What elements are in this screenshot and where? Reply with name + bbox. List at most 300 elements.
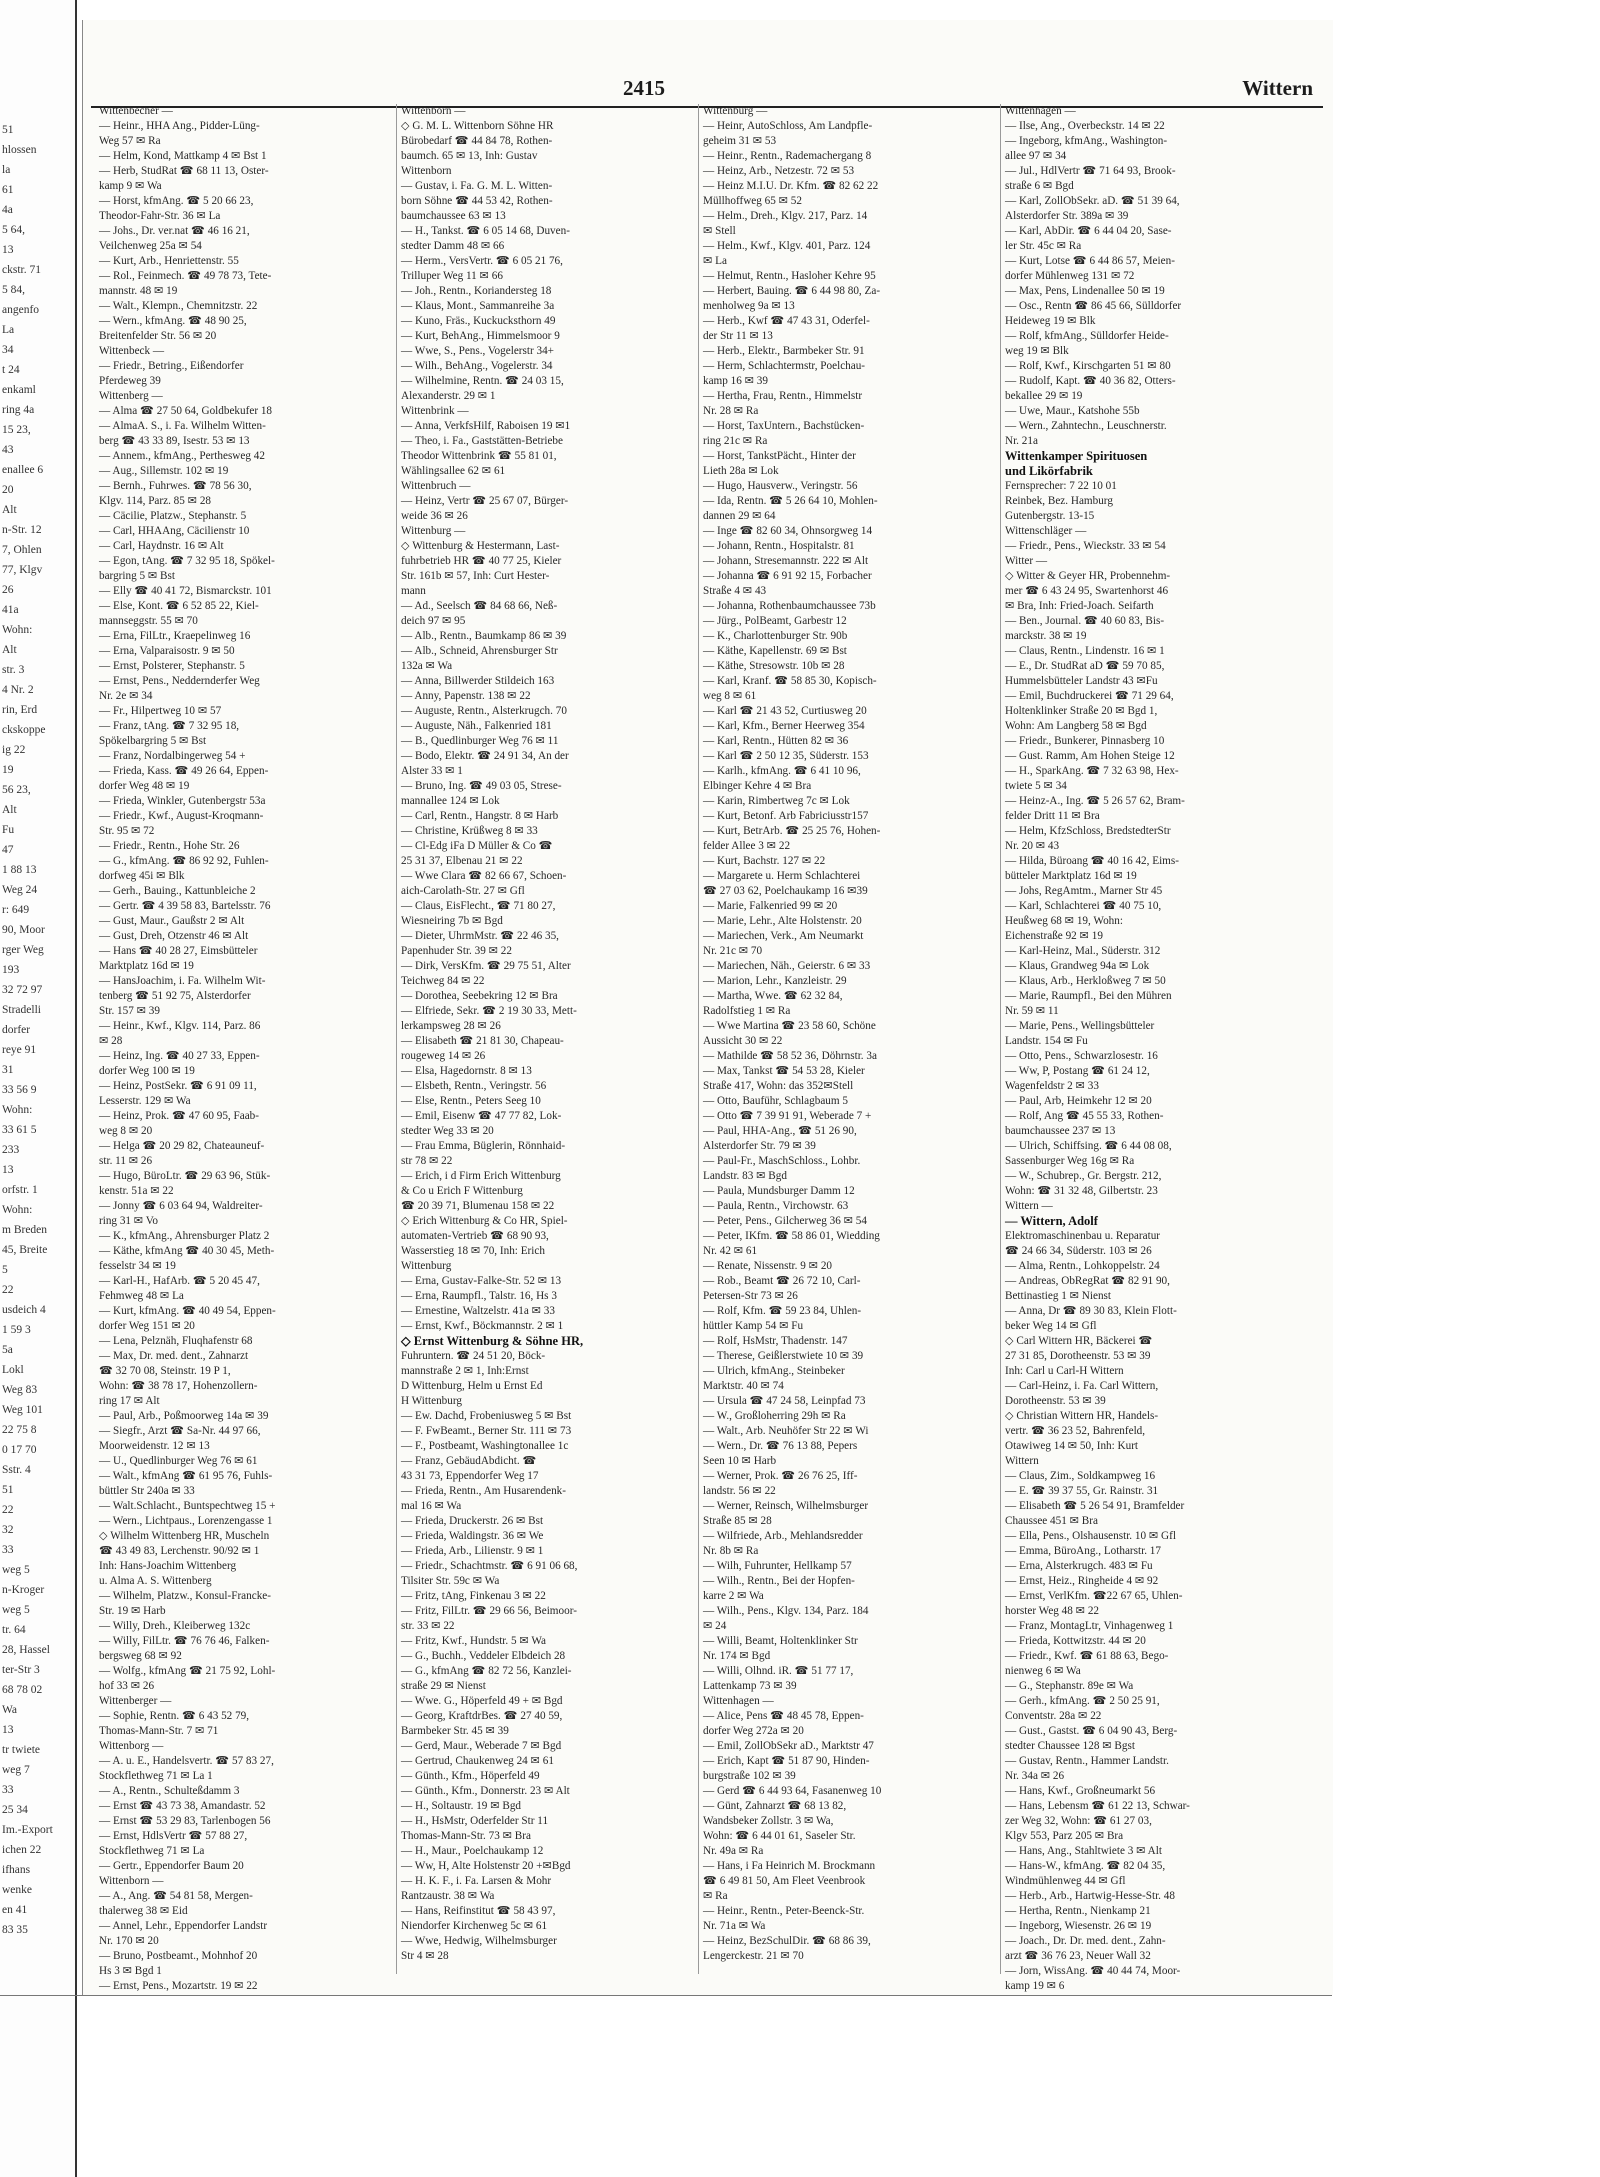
edge-fragment: 20 <box>2 484 14 496</box>
directory-entry: Wittenschläger — <box>1005 525 1087 537</box>
page-number: 2415 <box>623 76 665 100</box>
directory-entry: Trilluper Weg 11 ✉ 66 <box>401 270 503 282</box>
directory-entry: — Bruno, Ing. ☎ 49 03 05, Strese- <box>401 780 562 792</box>
directory-entry: arzt ☎ 36 76 23, Neuer Wall 32 <box>1005 1950 1151 1962</box>
directory-entry: — B., Quedlinburger Weg 76 ✉ 11 <box>401 735 559 747</box>
directory-entry: — Ernst, Kwf., Böckmannstr. 2 ✉ 1 <box>401 1320 564 1332</box>
directory-entry: Müllhoffweg 65 ✉ 52 <box>703 195 802 207</box>
directory-entry: — Ernst, Pens., Mozartstr. 19 ✉ 22 <box>99 1980 258 1992</box>
directory-entry: — Alb., Schneid, Ahrensburger Str <box>401 645 558 657</box>
directory-entry: — Wwe, S., Pens., Vogelerstr 34+ <box>401 345 554 357</box>
directory-entry: — Franz, MontagLtr, Vinhagenweg 1 <box>1005 1620 1174 1632</box>
directory-entry: berg ☎ 43 33 89, Isestr. 53 ✉ 13 <box>99 435 250 447</box>
directory-entry: — Ww, H, Alte Holstenstr 20 +✉Bgd <box>401 1860 571 1872</box>
directory-entry: — Gerd ☎ 6 44 93 64, Fasanenweg 10 <box>703 1785 882 1797</box>
edge-fragment: 13 <box>2 244 14 256</box>
directory-entry: — Walt.Schlacht., Buntspechtweg 15 + <box>99 1500 276 1512</box>
directory-entry: — Gertr. ☎ 4 39 58 83, Bartelsstr. 76 <box>99 900 271 912</box>
directory-entry: Straße 85 ✉ 28 <box>703 1515 772 1527</box>
directory-entry: — Alma, Rentn., Lohkoppelstr. 24 <box>1005 1260 1160 1272</box>
edge-fragment: 25 34 <box>2 1804 28 1816</box>
directory-entry: — Horst, TankstPächt., Hinter der <box>703 450 856 462</box>
directory-entry: — Jul., HdlVertr ☎ 71 64 93, Brook- <box>1005 165 1176 177</box>
directory-columns <box>95 104 1323 1992</box>
directory-entry: Wittenhagen — <box>1005 105 1076 117</box>
edge-fragment: 28, Hassel <box>2 1644 50 1656</box>
edge-fragment: ring 4a <box>2 404 35 416</box>
directory-entry: — Mariechen, Näh., Geierstr. 6 ✉ 33 <box>703 960 871 972</box>
directory-entry: — Heinz, PostSekr. ☎ 6 91 09 11, <box>99 1080 257 1092</box>
directory-entry: — Ww, P, Postang ☎ 61 24 12, <box>1005 1065 1150 1077</box>
edge-fragment: Wohn: <box>2 1104 33 1116</box>
directory-entry: — Claus, Rentn., Lindenstr. 16 ✉ 1 <box>1005 645 1165 657</box>
directory-entry: u. Alma A. S. Wittenberg <box>99 1575 212 1587</box>
directory-entry: Landstr. 83 ✉ Bgd <box>703 1170 787 1182</box>
directory-entry: — Wilh., BehAng., Vogelerstr. 34 <box>401 360 553 372</box>
directory-entry: — F. FwBeamt., Berner Str. 111 ✉ 73 <box>401 1425 572 1437</box>
directory-entry: Papenhuder Str. 39 ✉ 22 <box>401 945 512 957</box>
directory-entry: Windmühlenweg 44 ✉ Gfl <box>1005 1875 1126 1887</box>
directory-entry: — Otto, Bauführ, Schlagbaum 5 <box>703 1095 848 1107</box>
directory-entry: — Bodo, Elektr. ☎ 24 91 34, An der <box>401 750 569 762</box>
directory-entry: ler Str. 45c ✉ Ra <box>1005 240 1082 252</box>
directory-entry: — Emil, Buchdruckerei ☎ 71 29 64, <box>1005 690 1174 702</box>
directory-entry: — Kuno, Fräs., Kuckucksthorn 49 <box>401 315 556 327</box>
directory-entry: ☎ 6 49 81 50, Am Fleet Veenbrook <box>703 1875 866 1887</box>
directory-entry: — Emil, Eisenw ☎ 47 77 82, Lok- <box>401 1110 562 1122</box>
edge-fragment: Alt <box>2 504 17 516</box>
edge-fragment: 5a <box>2 1344 13 1356</box>
directory-entry: — Max, Pens, Lindenallee 50 ✉ 19 <box>1005 285 1165 297</box>
directory-entry: — Helm., Dreh., Klgv. 217, Parz. 14 <box>703 210 868 222</box>
directory-entry: — Marie, Lehr., Alte Holstenstr. 20 <box>703 915 862 927</box>
edge-fragment: 33 61 5 <box>2 1124 37 1136</box>
directory-entry: — Bernh., Fuhrwes. ☎ 78 56 30, <box>99 480 252 492</box>
directory-entry: — Käthe, Kapellenstr. 69 ✉ Bst <box>703 645 847 657</box>
directory-entry: Theodor-Fahr-Str. 36 ✉ La <box>99 210 221 222</box>
directory-entry: — Günt, Zahnarzt ☎ 68 13 82, <box>703 1800 847 1812</box>
edge-fragment: tr. 64 <box>2 1624 26 1636</box>
directory-entry: ring 21c ✉ Ra <box>703 435 768 447</box>
directory-entry: — Karl, Rentn., Hütten 82 ✉ 36 <box>703 735 849 747</box>
directory-entry: — Joach., Dr. Dr. med. dent., Zahn- <box>1005 1935 1166 1947</box>
directory-entry: Hummelsbütteler Landstr 43 ✉Fu <box>1005 675 1158 687</box>
directory-entry: horster Weg 48 ✉ 22 <box>1005 1605 1100 1617</box>
directory-entry: Stockflethweg 71 ✉ La 1 <box>99 1770 213 1782</box>
directory-entry: ◇ Erich Wittenburg & Co HR, Spiel- <box>401 1215 568 1227</box>
directory-entry: — Bruno, Postbeamt., Mohnhof 20 <box>99 1950 258 1962</box>
directory-entry: mann <box>401 585 426 597</box>
edge-fragment: Fu <box>2 824 15 836</box>
page-bottom-edge <box>0 1995 1332 1996</box>
directory-entry: ☎ 32 70 08, Steinstr. 19 P 1, <box>99 1365 231 1377</box>
directory-entry: baumch. 65 ✉ 13, Inh: Gustav <box>401 150 538 162</box>
directory-entry: dorfer Mühlenweg 131 ✉ 72 <box>1005 270 1135 282</box>
directory-entry: — Käthe, Stresowstr. 10b ✉ 28 <box>703 660 845 672</box>
directory-entry: — H., Soltaustr. 19 ✉ Bgd <box>401 1800 522 1812</box>
directory-entry: — Heinr., Rentn., Rademachergang 8 <box>703 150 872 162</box>
directory-entry: — Else, Rentn., Peters Seeg 10 <box>401 1095 541 1107</box>
directory-entry: — Walt., Klempn., Chemnitzstr. 22 <box>99 300 258 312</box>
directory-entry: — Friedr., Betring., Eißendorfer <box>99 360 244 372</box>
edge-fragment: 56 23, <box>2 784 31 796</box>
directory-entry: der Str 11 ✉ 13 <box>703 330 773 342</box>
edge-fragment: 0 17 70 <box>2 1444 37 1456</box>
directory-entry: Nr. 71a ✉ Wa <box>703 1920 766 1932</box>
directory-entry: — Heinr., Kwf., Klgv. 114, Parz. 86 <box>99 1020 261 1032</box>
directory-entry: — Alb., Rentn., Baumkamp 86 ✉ 39 <box>401 630 567 642</box>
column-1 <box>95 104 397 1992</box>
directory-entry: twiete 5 ✉ 34 <box>1005 780 1067 792</box>
directory-entry: — Otto ☎ 7 39 91 91, Weberade 7 + <box>703 1110 872 1122</box>
directory-entry: — Heinz, Ing. ☎ 40 27 33, Eppen- <box>99 1050 260 1062</box>
edge-fragment: n-Kroger <box>2 1584 45 1596</box>
edge-fragment: 4 Nr. 2 <box>2 684 34 696</box>
directory-entry: — Ad., Seelsch ☎ 84 68 66, Neß- <box>401 600 558 612</box>
directory-entry: — Wilh, Fuhrunter, Hellkamp 57 <box>703 1560 852 1572</box>
directory-entry: Gutenbergstr. 13-15 <box>1005 510 1095 522</box>
directory-entry: und Likörfabrik <box>1005 464 1093 478</box>
directory-entry: Chaussee 451 ✉ Bra <box>1005 1515 1098 1527</box>
directory-entry: Nr. 20 ✉ 43 <box>1005 840 1060 852</box>
directory-entry: — Frieda, Rentn., Am Husarendenk- <box>401 1485 566 1497</box>
directory-entry: — Jorn, WissAng. ☎ 40 44 74, Moor- <box>1005 1965 1181 1977</box>
column-3 <box>699 104 1001 1974</box>
directory-entry: — Hans, Ang., Stahltwiete 3 ✉ Alt <box>1005 1845 1162 1857</box>
edge-fragment: 233 <box>2 1144 20 1156</box>
directory-entry: weide 36 ✉ 26 <box>401 510 468 522</box>
directory-entry: — Hugo, BüroLtr. ☎ 29 63 96, Stük- <box>99 1170 271 1182</box>
directory-entry: — Willy, Dreh., Kleiberweg 132c <box>99 1620 251 1632</box>
edge-fragment: enkaml <box>2 384 36 396</box>
directory-entry: 27 31 85, Dorotheenstr. 53 ✉ 39 <box>1005 1350 1151 1362</box>
directory-entry: Inh: Carl u Carl-H Wittern <box>1005 1365 1124 1377</box>
edge-fragment: 51 <box>2 124 14 136</box>
edge-fragment: enallee 6 <box>2 464 44 476</box>
directory-entry: — Ernst, Pens., Neddernderfer Weg <box>99 675 260 687</box>
directory-entry: — Erna, Valparaisostr. 9 ✉ 50 <box>99 645 235 657</box>
directory-entry: — Dorothea, Seebekring 12 ✉ Bra <box>401 990 558 1002</box>
edge-fragment: 5 <box>2 1264 8 1276</box>
directory-entry: — Dirk, VersKfm. ☎ 29 75 51, Alter <box>401 960 571 972</box>
directory-entry: felder Allee 3 ✉ 22 <box>703 840 791 852</box>
directory-entry: — Gerh., kfmAng. ☎ 2 50 25 91, <box>1005 1695 1160 1707</box>
directory-entry: Wittenborn <box>401 165 452 177</box>
directory-page <box>82 20 1333 1995</box>
directory-entry: — Erna, FilLtr., Kraepelinweg 16 <box>99 630 251 642</box>
edge-fragment: 61 <box>2 184 14 196</box>
edge-fragment: tr twiete <box>2 1744 40 1756</box>
edge-fragment: ifhans <box>2 1864 31 1876</box>
directory-entry: — Johann, Stresemannstr. 222 ✉ Alt <box>703 555 869 567</box>
directory-entry: Lesserstr. 129 ✉ Wa <box>99 1095 191 1107</box>
directory-entry: — Ulrich, Schiffsing. ☎ 6 44 08 08, <box>1005 1140 1172 1152</box>
directory-entry: kenstr. 51a ✉ 22 <box>99 1185 174 1197</box>
directory-entry: — Ida, Rentn. ☎ 5 26 64 10, Mohlen- <box>703 495 878 507</box>
directory-entry: ◇ Carl Wittern HR, Bäckerei ☎ <box>1005 1335 1153 1347</box>
directory-entry: — Fritz, FilLtr. ☎ 29 66 56, Beimoor- <box>401 1605 577 1617</box>
edge-fragment: t 24 <box>2 364 20 376</box>
edge-fragment: n-Str. 12 <box>2 524 42 536</box>
directory-entry: — Rol., Feinmech. ☎ 49 78 73, Tete- <box>99 270 272 282</box>
directory-entry: aich-Carolath-Str. 27 ✉ Gfl <box>401 885 525 897</box>
directory-entry: — A., Ang. ☎ 54 81 58, Mergen- <box>99 1890 253 1902</box>
directory-entry: — H., Tankst. ☎ 6 05 14 68, Duven- <box>401 225 570 237</box>
directory-entry: ☎ 27 03 62, Poelchaukamp 16 ✉39 <box>703 885 868 897</box>
directory-entry: — Frieda, Winkler, Gutenbergstr 53a <box>99 795 266 807</box>
directory-entry: — Heinz, Arb., Netzestr. 72 ✉ 53 <box>703 165 855 177</box>
directory-entry: — Heinz-A., Ing. ☎ 5 26 57 62, Bram- <box>1005 795 1185 807</box>
directory-entry: — Ernst ☎ 43 73 38, Amandastr. 52 <box>99 1800 266 1812</box>
directory-entry: — Otto, Pens., Schwarzlosestr. 16 <box>1005 1050 1158 1062</box>
directory-entry: — Käthe, kfmAng ☎ 40 30 45, Meth- <box>99 1245 275 1257</box>
directory-entry: — Auguste, Näh., Falkenried 181 <box>401 720 552 732</box>
directory-entry: — E., Dr. StudRat aD ☎ 59 70 85, <box>1005 660 1165 672</box>
edge-fragment: 33 <box>2 1784 14 1796</box>
directory-entry: — Wilh., Pens., Klgv. 134, Parz. 184 <box>703 1605 869 1617</box>
directory-entry: ✉ Bra, Inh: Fried-Joach. Seifarth <box>1005 600 1154 612</box>
directory-entry: — Karl-Heinz, Mal., Süderstr. 312 <box>1005 945 1161 957</box>
directory-entry: — Friedr., Bunkerer, Pinnasberg 10 <box>1005 735 1165 747</box>
directory-entry: — Erna, Raumpfl., Talstr. 16, Hs 3 <box>401 1290 557 1302</box>
directory-entry: — Gust, Maur., Gaußstr 2 ✉ Alt <box>99 915 245 927</box>
edge-fragment: 34 <box>2 344 14 356</box>
directory-entry: — Hugo, Hausverw., Veringstr. 56 <box>703 480 858 492</box>
directory-entry: — Hertha, Rentn., Nienkamp 21 <box>1005 1905 1151 1917</box>
edge-fragment: 45, Breite <box>2 1244 48 1256</box>
directory-entry: — Aug., Sillemstr. 102 ✉ 19 <box>99 465 229 477</box>
directory-entry: Str. 161b ✉ 57, Inh: Curt Hester- <box>401 570 550 582</box>
edge-fragment: reye 91 <box>2 1044 37 1056</box>
page-header <box>83 60 1333 100</box>
directory-entry: — Elisabeth ☎ 5 26 54 91, Bramfelder <box>1005 1500 1185 1512</box>
directory-entry: — Dieter, UhrmMstr. ☎ 22 46 35, <box>401 930 559 942</box>
directory-entry: kamp 19 ✉ 6 <box>1005 1980 1065 1992</box>
directory-entry: — Paul, Arb, Heimkehr 12 ✉ 20 <box>1005 1095 1152 1107</box>
directory-entry: — Gustav, i. Fa. G. M. L. Witten- <box>401 180 553 192</box>
edge-fragment: str. 3 <box>2 664 25 676</box>
directory-entry: — Gust, Dreh, Otzenstr 46 ✉ Alt <box>99 930 249 942</box>
directory-entry: — Anna, VerkfsHilf, Raboisen 19 ✉1 <box>401 420 571 432</box>
directory-entry: — Herb., Kwf ☎ 47 43 31, Oderfel- <box>703 315 870 327</box>
directory-entry: — Claus, Zim., Soldkampweg 16 <box>1005 1470 1156 1482</box>
directory-entry: Elbinger Kehre 4 ✉ Bra <box>703 780 812 792</box>
directory-entry: — H., HsMstr, Oderfelder Str 11 <box>401 1815 549 1827</box>
directory-entry: ✉ La <box>703 255 727 267</box>
directory-entry: Nr. 2e ✉ 34 <box>99 690 153 702</box>
directory-entry: — Walt., Arb. Neuhöfer Str 22 ✉ Wi <box>703 1425 869 1437</box>
directory-entry: baumchaussee 237 ✉ 13 <box>1005 1125 1116 1137</box>
edge-fragment: 77, Klgv <box>2 564 43 576</box>
edge-fragment: Lokl <box>2 1364 24 1376</box>
directory-entry: Nr. 34a ✉ 26 <box>1005 1770 1065 1782</box>
directory-entry: Conventstr. 28a ✉ 22 <box>1005 1710 1102 1722</box>
directory-entry: — Peter, IKfm. ☎ 58 86 01, Wiedding <box>703 1230 880 1242</box>
edge-fragment: Wohn: <box>2 624 33 636</box>
directory-entry: — Herm, Schlachtermstr, Poelchau- <box>703 360 866 372</box>
directory-entry: — Lena, Pelznäh, Fluqhafenstr 68 <box>99 1335 253 1347</box>
directory-entry: — Wern., kfmAng. ☎ 48 90 25, <box>99 315 247 327</box>
directory-entry: 43 31 73, Eppendorfer Weg 17 <box>401 1470 539 1482</box>
directory-entry: — Hans, Reifinstitut ☎ 58 43 97, <box>401 1905 556 1917</box>
directory-entry: stedter Weg 33 ✉ 20 <box>401 1125 494 1137</box>
directory-entry: ✉ Ra <box>703 1890 728 1902</box>
directory-entry: — G., Buchh., Veddeler Elbdeich 28 <box>401 1650 566 1662</box>
directory-entry: Alsterdorfer Str. 389a ✉ 39 <box>1005 210 1129 222</box>
directory-entry: — Helm., Kwf., Klgv. 401, Parz. 124 <box>703 240 871 252</box>
directory-entry: Dorotheenstr. 53 ✉ 39 <box>1005 1395 1106 1407</box>
directory-entry: Sassenburger Weg 16g ✉ Ra <box>1005 1155 1135 1167</box>
directory-entry: — Ben., Journal. ☎ 40 60 83, Bis- <box>1005 615 1165 627</box>
directory-entry: — Karl, AbDir. ☎ 6 44 04 20, Sase- <box>1005 225 1172 237</box>
directory-entry: — Paula, Mundsburger Damm 12 <box>703 1185 855 1197</box>
directory-entry: — Helmut, Rentn., Hasloher Kehre 95 <box>703 270 876 282</box>
edge-fragment: weg 7 <box>2 1764 30 1776</box>
directory-entry: — Sophie, Rentn. ☎ 6 43 52 79, <box>99 1710 250 1722</box>
directory-entry: Straße 417, Wohn: das 352✉Stell <box>703 1080 854 1092</box>
directory-entry: — Alma ☎ 27 50 64, Goldbekufer 18 <box>99 405 273 417</box>
edge-fragment: ter-Str 3 <box>2 1664 40 1676</box>
directory-entry: str. 11 ✉ 26 <box>99 1155 153 1167</box>
directory-entry: Fehmweg 48 ✉ La <box>99 1290 184 1302</box>
directory-entry: — Marie, Pens., Wellingsbütteler <box>1005 1020 1155 1032</box>
directory-entry: — Fr., Hilpertweg 10 ✉ 57 <box>99 705 222 717</box>
directory-entry: — Kurt, Arb., Henriettenstr. 55 <box>99 255 239 267</box>
directory-entry: — Karl, ZollObSekr. aD. ☎ 51 39 64, <box>1005 195 1180 207</box>
directory-entry: weg 19 ✉ Blk <box>1005 345 1069 357</box>
edge-fragment: 26 <box>2 584 14 596</box>
directory-entry: — Gerd, Maur., Weberade 7 ✉ Bgd <box>401 1740 562 1752</box>
edge-fragment: 33 <box>2 1544 14 1556</box>
directory-entry: ✉ Stell <box>703 225 736 237</box>
edge-fragment: rger Weg <box>2 944 44 956</box>
directory-entry: — Karl ☎ 2 50 12 35, Süderstr. 153 <box>703 750 869 762</box>
directory-entry: marckstr. 38 ✉ 19 <box>1005 630 1087 642</box>
directory-entry: dorfweg 45i ✉ Blk <box>99 870 185 882</box>
edge-fragment: 13 <box>2 1724 14 1736</box>
directory-entry: tenberg ☎ 51 92 75, Alsterdorfer <box>99 990 251 1002</box>
directory-entry: — A., Rentn., Schulteßdamm 3 <box>99 1785 240 1797</box>
directory-entry: — Paul-Fr., MaschSchloss., Lohbr. <box>703 1155 861 1167</box>
directory-entry: — Annem., kfmAng., Perthesweg 42 <box>99 450 265 462</box>
directory-entry: — Margarete u. Herm Schlachterei <box>703 870 861 882</box>
directory-entry: D Wittenburg, Helm u Ernst Ed <box>401 1380 543 1392</box>
edge-fragment: 83 35 <box>2 1924 28 1936</box>
directory-entry: — Mariechen, Verk., Am Neumarkt <box>703 930 864 942</box>
edge-fragment: la <box>2 164 11 176</box>
directory-entry: Wittenborn — <box>401 105 466 117</box>
edge-fragment: 22 75 8 <box>2 1424 37 1436</box>
directory-entry: straße 29 ✉ Nienst <box>401 1680 486 1692</box>
directory-entry: Alster 33 ✉ 1 <box>401 765 463 777</box>
directory-entry: ◇ Witter & Geyer HR, Probennehm- <box>1005 570 1171 582</box>
edge-fragment: Wa <box>2 1704 18 1716</box>
directory-entry: mer ☎ 6 43 24 95, Swartenhorst 46 <box>1005 585 1169 597</box>
directory-entry: — Emil, ZollObSekr aD., Marktstr 47 <box>703 1740 874 1752</box>
directory-entry: Breitenfelder Str. 56 ✉ 20 <box>99 330 217 342</box>
directory-entry: deich 97 ✉ 95 <box>401 615 466 627</box>
edge-fragment: La <box>2 324 15 336</box>
directory-entry: — Ernst, Polsterer, Stephanstr. 5 <box>99 660 245 672</box>
edge-fragment: 15 23, <box>2 424 31 436</box>
directory-entry: mal 16 ✉ Wa <box>401 1500 462 1512</box>
directory-entry: — Klaus, Mont., Sammanreihe 3a <box>401 300 555 312</box>
directory-entry: — Georg, KraftdrBes. ☎ 27 40 59, <box>401 1710 563 1722</box>
directory-entry: — Herm., VersVertr. ☎ 6 05 21 76, <box>401 255 563 267</box>
directory-entry: Marktstr. 40 ✉ 74 <box>703 1380 784 1392</box>
directory-entry: — Rob., Beamt ☎ 26 72 10, Carl- <box>703 1275 861 1287</box>
running-head: Wittern <box>1242 76 1313 100</box>
directory-entry: — Herb, StudRat ☎ 68 11 13, Oster- <box>99 165 269 177</box>
directory-entry: 132a ✉ Wa <box>401 660 453 672</box>
edge-fragment: 1 59 3 <box>2 1324 31 1336</box>
directory-entry: Wittenbecher — <box>99 105 173 117</box>
directory-entry: — Ernestine, Waltzelstr. 41a ✉ 33 <box>401 1305 555 1317</box>
edge-fragment: Im.-Export <box>2 1824 53 1836</box>
directory-entry: — Carl, HHAAng, Cäcilienstr 10 <box>99 525 250 537</box>
edge-fragment: 51 <box>2 1484 14 1496</box>
directory-entry: — Emma, BüroAng., Lotharstr. 17 <box>1005 1545 1161 1557</box>
directory-entry: — Theo, i. Fa., Gaststätten-Betriebe <box>401 435 563 447</box>
edge-fragment: Weg 101 <box>2 1404 43 1416</box>
directory-entry: — Wern., Zahntechn., Leuschnerstr. <box>1005 420 1167 432</box>
column-4 <box>1001 104 1303 1992</box>
directory-entry: baumchaussee 63 ✉ 13 <box>401 210 506 222</box>
directory-entry: Wählingsallee 62 ✉ 61 <box>401 465 506 477</box>
edge-fragment: Weg 83 <box>2 1384 38 1396</box>
directory-entry: — Fritz, Kwf., Hundstr. 5 ✉ Wa <box>401 1635 546 1647</box>
directory-entry: Teichweg 84 ✉ 22 <box>401 975 485 987</box>
directory-entry: — Wolfg., kfmAng ☎ 21 75 92, Lohl- <box>99 1665 276 1677</box>
directory-entry: — Frieda, Druckerstr. 26 ✉ Bst <box>401 1515 544 1527</box>
directory-entry: — Alice, Pens ☎ 48 45 78, Eppen- <box>703 1710 864 1722</box>
directory-entry: Spökelbargring 5 ✉ Bst <box>99 735 207 747</box>
edge-fragment: 1 88 13 <box>2 864 37 876</box>
edge-fragment: weg 5 <box>2 1564 30 1576</box>
directory-entry: Wittenkamper Spirituosen <box>1005 449 1148 463</box>
directory-entry: Wittenbrink — <box>401 405 469 417</box>
edge-fragment: Wohn: <box>2 1204 33 1216</box>
directory-entry: — Heinr., Rentn., Peter-Beenck-Str. <box>703 1905 865 1917</box>
directory-entry: — Elisabeth ☎ 21 81 30, Chapeau- <box>401 1035 564 1047</box>
directory-entry: automaten-Vertrieb ☎ 68 90 93, <box>401 1230 549 1242</box>
directory-entry: — Walt., kfmAng ☎ 61 95 76, Fuhls- <box>99 1470 273 1482</box>
directory-entry: — Jonny ☎ 6 03 64 94, Waldreiter- <box>99 1200 263 1212</box>
directory-entry: dorfer Weg 272a ✉ 20 <box>703 1725 804 1737</box>
directory-entry: str 78 ✉ 22 <box>401 1155 453 1167</box>
directory-entry: Wittern <box>1005 1455 1039 1467</box>
directory-entry: — Paul, Arb., Poßmoorweg 14a ✉ 39 <box>99 1410 269 1422</box>
directory-entry: — Max, Tankst ☎ 54 53 28, Kieler <box>703 1065 865 1077</box>
directory-entry: — Elsa, Hagedornstr. 8 ✉ 13 <box>401 1065 532 1077</box>
directory-entry: — Karl, Schlachterei ☎ 40 75 10, <box>1005 900 1162 912</box>
directory-entry: Barmbeker Str. 45 ✉ 39 <box>401 1725 509 1737</box>
directory-entry: nienweg 6 ✉ Wa <box>1005 1665 1081 1677</box>
directory-entry: rougeweg 14 ✉ 26 <box>401 1050 486 1062</box>
directory-entry: — Else, Kont. ☎ 6 52 85 22, Kiel- <box>99 600 259 612</box>
directory-entry: — Erna, Gustav-Falke-Str. 52 ✉ 13 <box>401 1275 562 1287</box>
directory-entry: — Johanna, Rothenbaumchaussee 73b <box>703 600 876 612</box>
directory-entry: — Franz, Nordalbingerweg 54 + <box>99 750 246 762</box>
directory-entry: — Ingeborg, kfmAng., Washington- <box>1005 135 1168 147</box>
directory-entry: Str. 95 ✉ 72 <box>99 825 155 837</box>
directory-entry: Nr. 170 ✉ 20 <box>99 1935 159 1947</box>
directory-entry: — Frieda, Kass. ☎ 49 26 64, Eppen- <box>99 765 269 777</box>
directory-entry: — Hans, Kwf., Großneumarkt 56 <box>1005 1785 1156 1797</box>
directory-entry: Reinbek, Bez. Hamburg <box>1005 495 1113 507</box>
directory-entry: — Rolf, HsMstr, Thadenstr. 147 <box>703 1335 848 1347</box>
edge-fragment: m Breden <box>2 1224 48 1236</box>
